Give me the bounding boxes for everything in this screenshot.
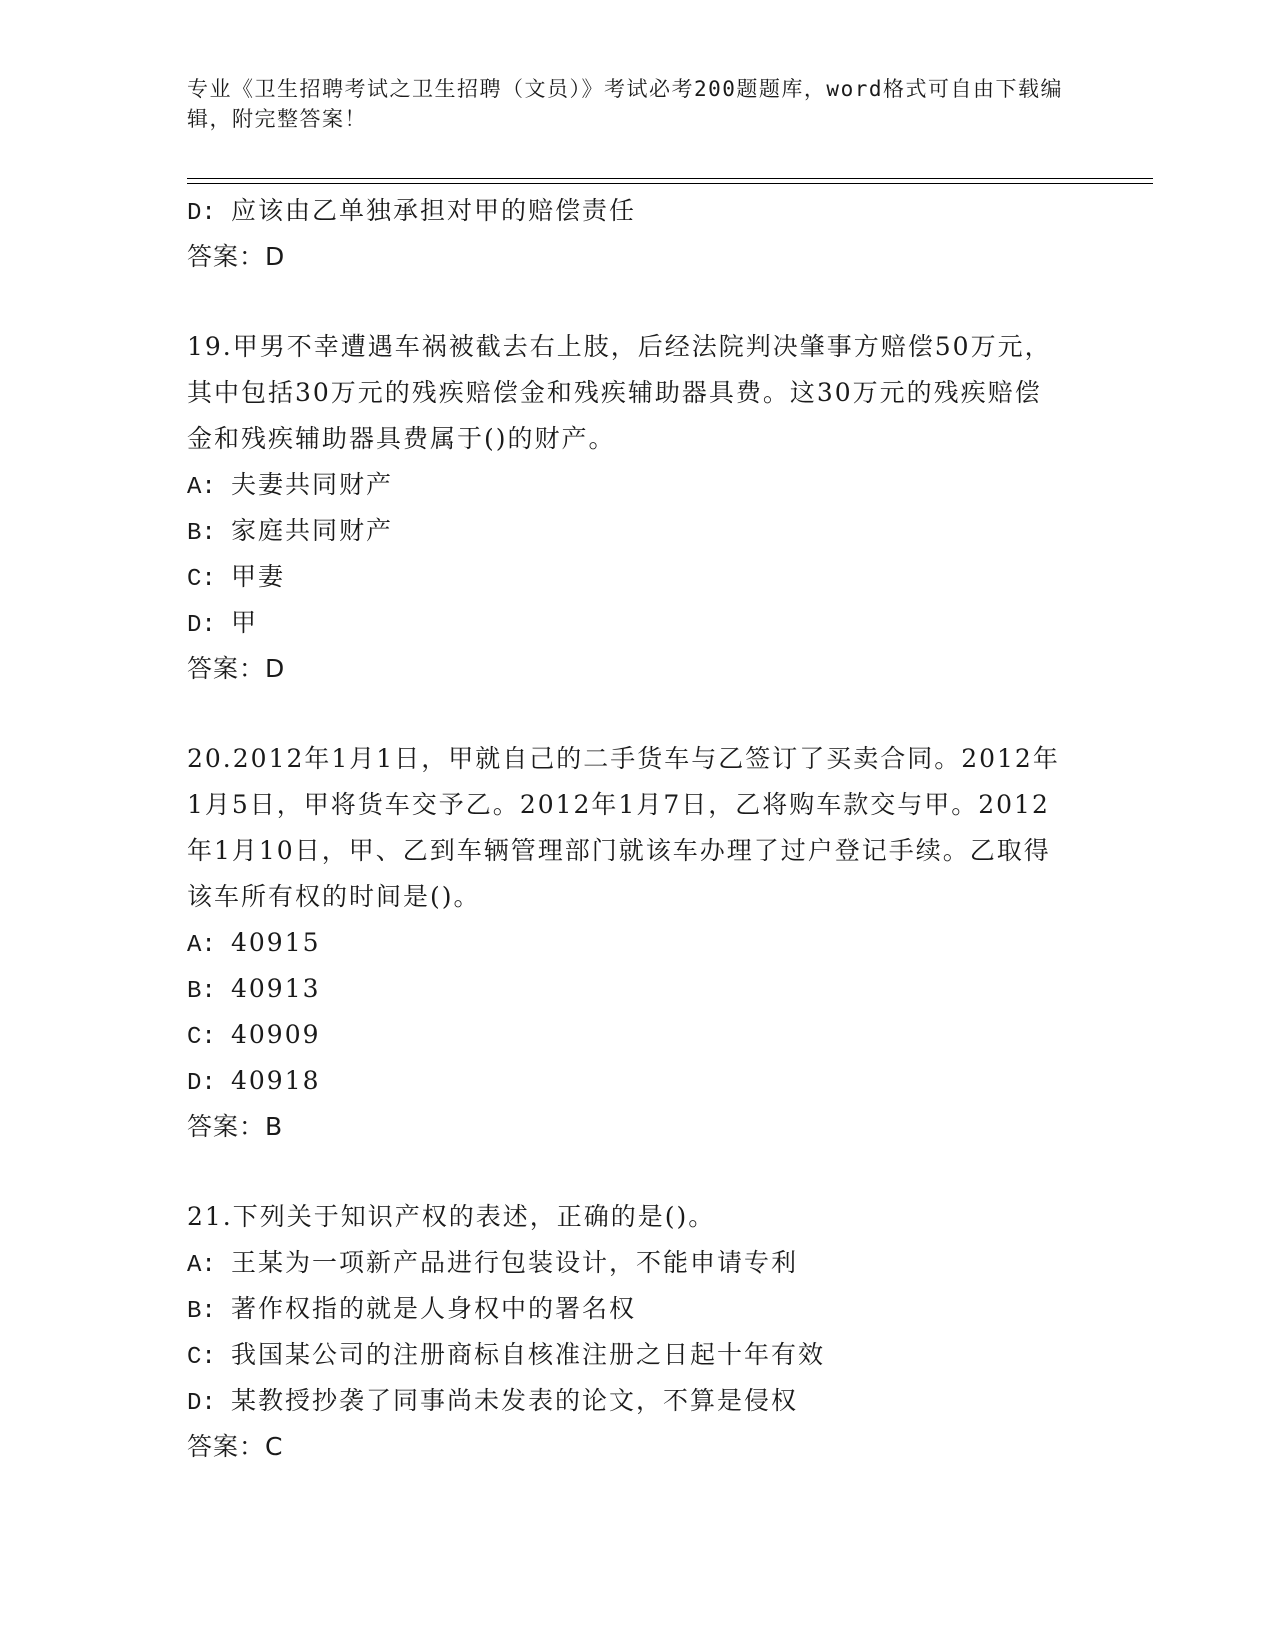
option-key: A: xyxy=(187,1252,216,1279)
question-20 xyxy=(187,736,1087,1150)
option-c xyxy=(187,554,1087,600)
prev-option-d xyxy=(187,188,1087,234)
option-key: C: xyxy=(187,1344,216,1371)
option-a xyxy=(187,1240,1087,1286)
option-text: 应该由乙单独承担对甲的赔偿责任 xyxy=(231,196,637,225)
option-key: D: xyxy=(187,612,216,639)
option-text: 40918 xyxy=(231,1066,321,1095)
option-key: C: xyxy=(187,1024,216,1051)
option-text: 夫妻共同财产 xyxy=(231,470,394,499)
question-21 xyxy=(187,1194,1087,1470)
option-text: 王某为一项新产品进行包装设计，不能申请专利 xyxy=(231,1248,799,1277)
option-key: B: xyxy=(187,520,216,547)
option-text: 著作权指的就是人身权中的署名权 xyxy=(231,1294,637,1323)
option-text: 甲妻 xyxy=(231,562,286,591)
option-b xyxy=(187,1286,1087,1332)
option-text: 40915 xyxy=(231,928,321,957)
header-divider-top xyxy=(187,178,1153,179)
option-b xyxy=(187,966,1087,1012)
option-a xyxy=(187,920,1087,966)
option-key: D: xyxy=(187,1070,216,1097)
question-stem: 21.下列关于知识产权的表述，正确的是()。 xyxy=(187,1202,716,1231)
option-text: 40913 xyxy=(231,974,321,1003)
answer: 答案：C xyxy=(187,1432,284,1461)
option-key: D: xyxy=(187,1390,216,1417)
option-c xyxy=(187,1012,1087,1058)
option-key: B: xyxy=(187,978,216,1005)
option-d xyxy=(187,1378,1087,1424)
prev-answer: 答案：D xyxy=(187,242,286,271)
option-a xyxy=(187,462,1087,508)
question-stem: 19.甲男不幸遭遇车祸被截去右上肢，后经法院判决肇事方赔偿50万元，其中包括30万元的残疾赔偿金和残疾辅助器具费。这30万元的残疾赔偿金和残疾辅助器具费属于()的财产。 xyxy=(187,332,1052,453)
option-text: 我国某公司的注册商标自核准注册之日起十年有效 xyxy=(231,1340,826,1369)
answer: 答案：D xyxy=(187,654,286,683)
option-d xyxy=(187,1058,1087,1104)
document-header: 专业《卫生招聘考试之卫生招聘（文员）》考试必考200题题库，word格式可自由下载编辑，附完整答案！ xyxy=(187,77,1063,131)
question-19 xyxy=(187,324,1087,692)
option-d xyxy=(187,600,1087,646)
option-key: D: xyxy=(187,200,216,227)
option-text: 家庭共同财产 xyxy=(231,516,394,545)
option-key: A: xyxy=(187,474,216,501)
option-b xyxy=(187,508,1087,554)
option-key: B: xyxy=(187,1298,216,1325)
question-stem: 20.2012年1月1日，甲就自己的二手货车与乙签订了买卖合同。2012年1月5日，甲将货车交予乙。2012年1月7日，乙将购车款交与甲。2012年1月10日，甲、乙到车辆管理部门就该车办理了过户登记手续。乙取得该车所有权的时间是()。 xyxy=(187,744,1060,911)
option-c xyxy=(187,1332,1087,1378)
option-text: 40909 xyxy=(231,1020,321,1049)
option-key: A: xyxy=(187,932,216,959)
option-text: 某教授抄袭了同事尚未发表的论文，不算是侵权 xyxy=(231,1386,799,1415)
question-content xyxy=(187,188,1087,1470)
option-text: 甲 xyxy=(231,608,259,637)
answer: 答案：B xyxy=(187,1112,284,1141)
header-divider-bottom xyxy=(187,183,1153,184)
option-key: C: xyxy=(187,566,216,593)
